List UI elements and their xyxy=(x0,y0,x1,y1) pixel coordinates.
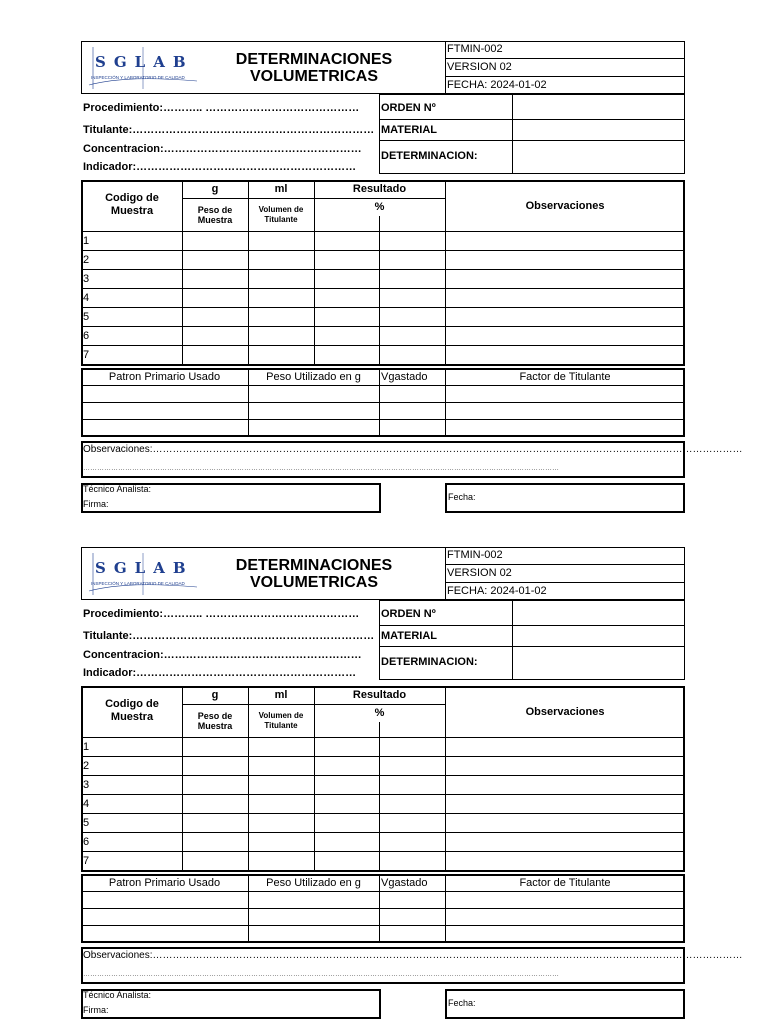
row-number: 7 xyxy=(83,349,90,361)
title-line-1: DETERMINACIONES xyxy=(235,557,393,574)
orden-label: ORDEN Nº xyxy=(381,608,436,620)
observaciones-dots: …………………………………………………………………………………………………………………………………………………………………………………… xyxy=(83,465,559,472)
vgastado-header: Vgastado xyxy=(381,877,428,889)
material-label: MATERIAL xyxy=(381,124,438,136)
firma-label: Firma: xyxy=(83,499,109,509)
logo-text: SGLAB xyxy=(95,53,194,71)
titulante-field[interactable]: Titulante:………………………………………………………… xyxy=(83,630,375,642)
procedimiento-field[interactable]: Procedimiento:……….. …………………………………… xyxy=(83,102,360,114)
logo-subtitle: INSPECCIÓN Y LABORATORIO DE CALIDAD xyxy=(91,581,185,586)
unit-ml-header: ml xyxy=(274,689,288,701)
codigo-header: Codigo de Muestra xyxy=(105,698,159,723)
resultado-header: Resultado xyxy=(352,183,407,195)
volumen-header: Volumen de Titulante xyxy=(258,711,304,730)
tecnico-label: Técnico Analista: xyxy=(83,484,152,494)
fecha-label: Fecha: xyxy=(448,998,476,1008)
observaciones-header: Observaciones xyxy=(525,200,605,212)
factor-header: Factor de Titulante xyxy=(519,371,611,383)
title-line-2: VOLUMETRICAS xyxy=(250,574,378,591)
fecha-box[interactable] xyxy=(445,483,685,513)
document-version: VERSION 02 xyxy=(447,61,512,73)
material-label: MATERIAL xyxy=(381,630,438,642)
volumetric-form xyxy=(81,547,743,1021)
company-logo xyxy=(85,551,203,595)
company-logo xyxy=(85,45,203,89)
factor-header: Factor de Titulante xyxy=(519,877,611,889)
vgastado-header: Vgastado xyxy=(381,371,428,383)
observaciones-line: Observaciones:…………………………………………………………………………………………………………………………………………………………… xyxy=(83,950,743,961)
concentracion-field[interactable]: Concentracion:……………………………………………… xyxy=(83,649,362,661)
row-number: 4 xyxy=(83,798,90,810)
percent-header: % xyxy=(374,201,385,213)
orden-label: ORDEN Nº xyxy=(381,102,436,114)
determinacion-label: DETERMINACION: xyxy=(381,150,478,162)
title-line-1: DETERMINACIONES xyxy=(235,51,393,68)
row-number: 5 xyxy=(83,311,90,323)
observaciones-header: Observaciones xyxy=(525,706,605,718)
row-number: 3 xyxy=(83,779,90,791)
logo-text: SGLAB xyxy=(95,559,194,577)
row-number: 4 xyxy=(83,292,90,304)
observaciones-dots: …………………………………………………………………………………………………………………………………………………………………………………… xyxy=(83,971,559,978)
patron-col-header: Patron Primario Usado xyxy=(108,371,221,383)
peso-utilizado-header: Peso Utilizado en g xyxy=(266,371,361,383)
document-date: FECHA: 2024-01-02 xyxy=(447,585,547,597)
unit-g-header: g xyxy=(211,183,219,195)
document-code: FTMIN-002 xyxy=(447,549,503,561)
document-date: FECHA: 2024-01-02 xyxy=(447,79,547,91)
peso-header: Peso de Muestra xyxy=(197,205,233,225)
firma-label: Firma: xyxy=(83,1005,109,1015)
fecha-box[interactable] xyxy=(445,989,685,1019)
unit-g-header: g xyxy=(211,689,219,701)
document-code: FTMIN-002 xyxy=(447,43,503,55)
row-number: 6 xyxy=(83,330,90,342)
indicador-field[interactable]: Indicador:…………………………………………………… xyxy=(83,667,357,679)
volumen-header: Volumen de Titulante xyxy=(258,205,304,224)
patron-col-header: Patron Primario Usado xyxy=(108,877,221,889)
determinacion-label: DETERMINACION: xyxy=(381,656,478,668)
peso-utilizado-header: Peso Utilizado en g xyxy=(266,877,361,889)
concentracion-field[interactable]: Concentracion:……………………………………………… xyxy=(83,143,362,155)
tecnico-label: Técnico Analista: xyxy=(83,990,152,1000)
title-line-2: VOLUMETRICAS xyxy=(250,68,378,85)
document-version: VERSION 02 xyxy=(447,567,512,579)
row-number: 2 xyxy=(83,254,90,266)
fecha-label: Fecha: xyxy=(448,492,476,502)
codigo-header: Codigo de Muestra xyxy=(105,192,159,217)
unit-ml-header: ml xyxy=(274,183,288,195)
row-number: 2 xyxy=(83,760,90,772)
peso-header: Peso de Muestra xyxy=(197,711,233,731)
percent-header: % xyxy=(374,707,385,719)
row-number: 3 xyxy=(83,273,90,285)
observaciones-line: Observaciones:…………………………………………………………………………………………………………………………………………………………… xyxy=(83,444,743,455)
procedimiento-field[interactable]: Procedimiento:……….. …………………………………… xyxy=(83,608,360,620)
row-number: 7 xyxy=(83,855,90,867)
row-number: 1 xyxy=(83,235,90,247)
row-number: 5 xyxy=(83,817,90,829)
titulante-field[interactable]: Titulante:………………………………………………………… xyxy=(83,124,375,136)
indicador-field[interactable]: Indicador:…………………………………………………… xyxy=(83,161,357,173)
form-title xyxy=(211,51,417,85)
resultado-header: Resultado xyxy=(352,689,407,701)
row-number: 6 xyxy=(83,836,90,848)
logo-subtitle: INSPECCIÓN Y LABORATORIO DE CALIDAD xyxy=(91,75,185,80)
volumetric-form xyxy=(81,41,743,515)
row-number: 1 xyxy=(83,741,90,753)
form-title xyxy=(211,557,417,591)
